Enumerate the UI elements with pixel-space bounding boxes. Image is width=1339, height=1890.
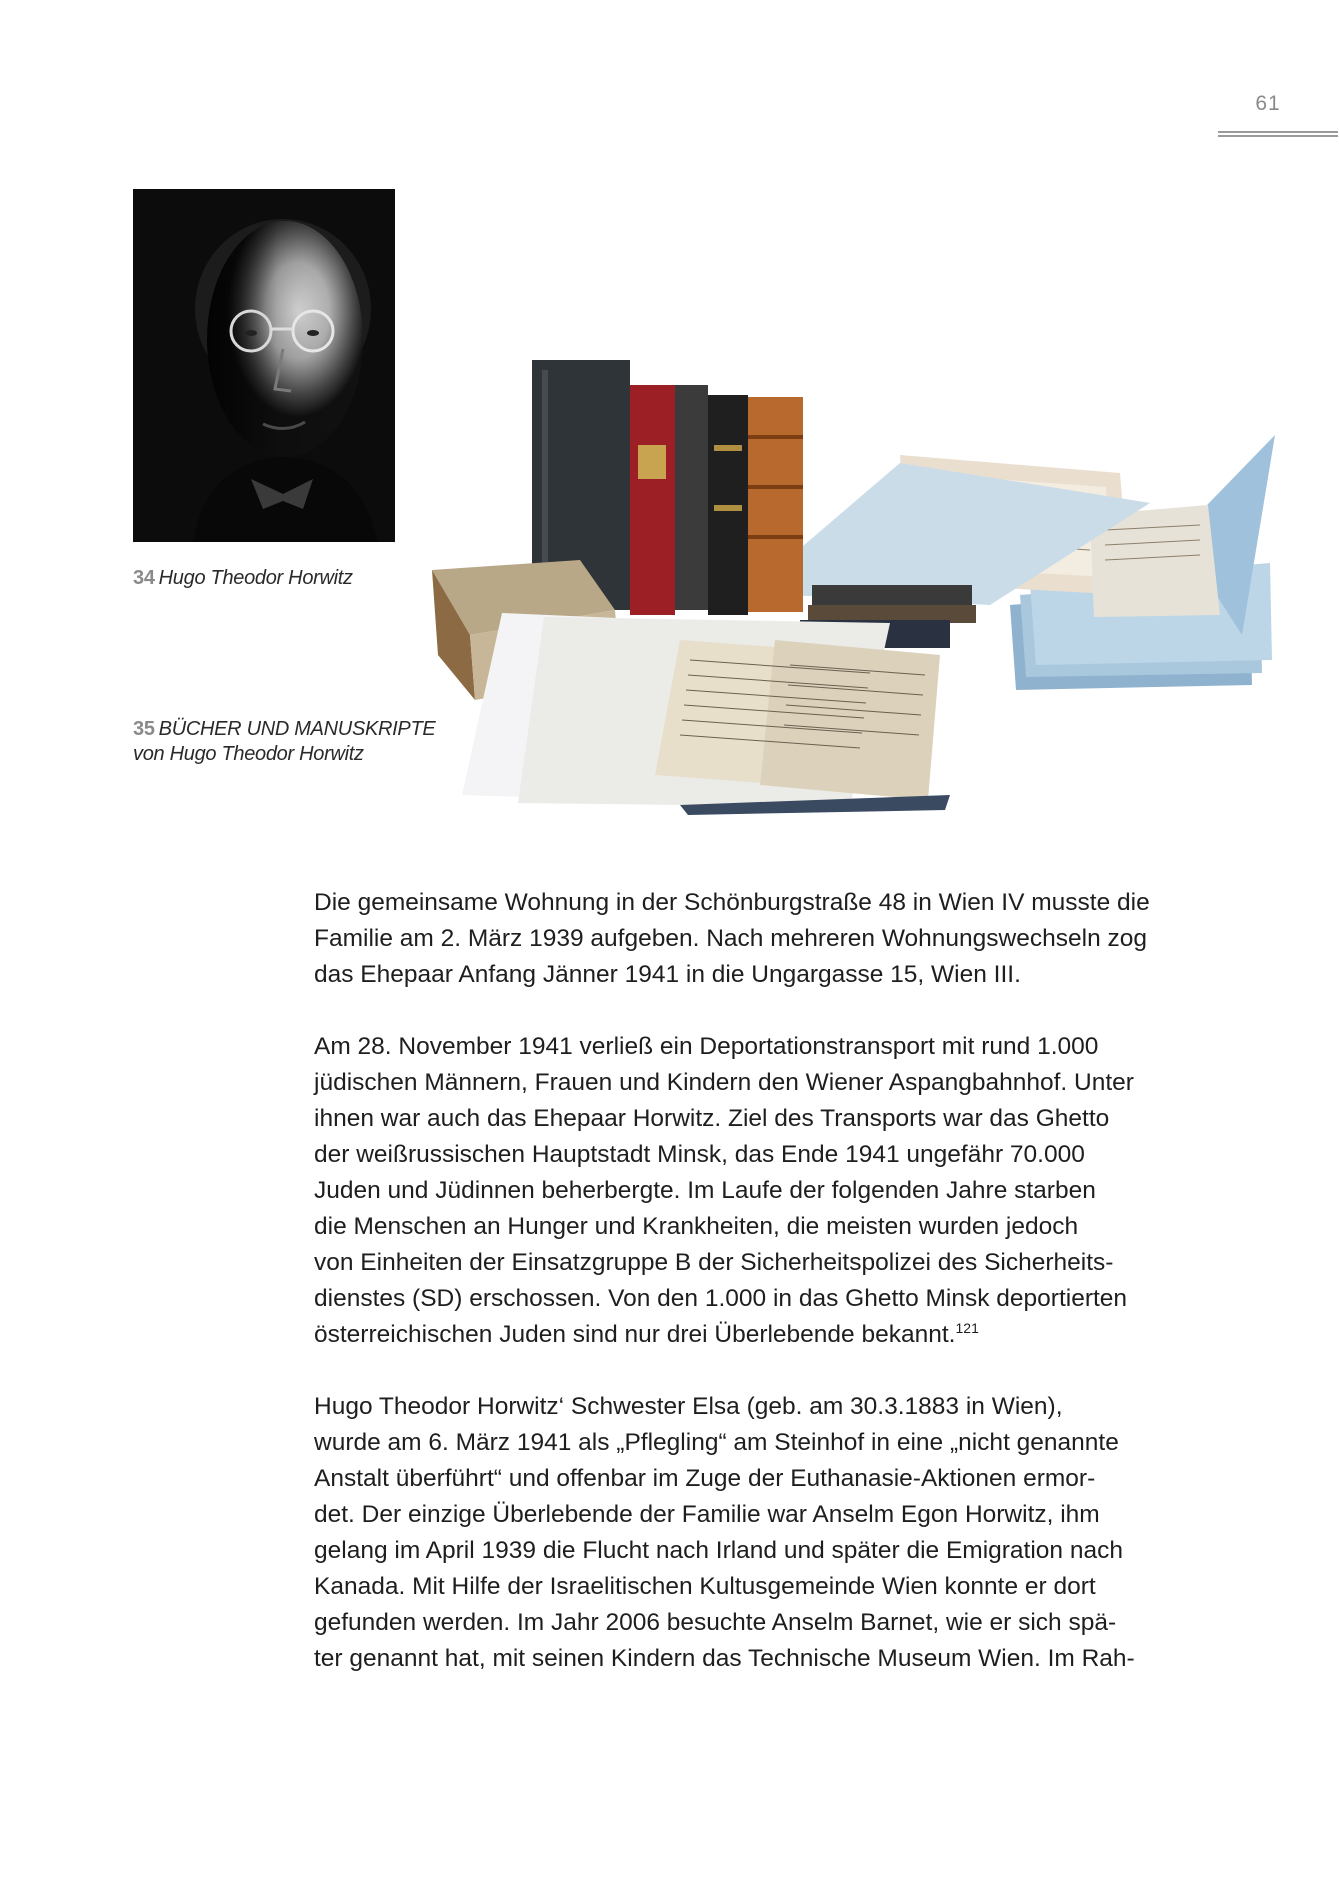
text-line: das Ehepaar Anfang Jänner 1941 in die Ungargasse 15, Wien III. bbox=[314, 961, 1021, 988]
text-line: Juden und Jüdinnen beherbergte. Im Laufe der folgenden Jahre starben bbox=[314, 1177, 1096, 1204]
paragraph-1 bbox=[314, 885, 1214, 993]
text-line: der weißrussischen Hauptstadt Minsk, das Ende 1941 ungefähr 70.000 bbox=[314, 1141, 1085, 1168]
footnote-reference[interactable]: 121 bbox=[955, 1319, 979, 1336]
header-rule-bottom bbox=[1218, 135, 1338, 137]
figure-34-caption bbox=[133, 566, 353, 591]
header-rule-top bbox=[1218, 131, 1338, 133]
figure-35-caption bbox=[133, 717, 435, 767]
portrait-photo bbox=[133, 189, 395, 542]
books-manuscripts-photo bbox=[430, 355, 1278, 815]
text-line: Am 28. November 1941 verließ ein Deportationstransport mit rund 1.000 bbox=[314, 1033, 1099, 1060]
page-number: 61 bbox=[1255, 92, 1281, 115]
text-line: von Einheiten der Einsatzgruppe B der Sicherheitspolizei des Sicherheits- bbox=[314, 1249, 1114, 1276]
text-line: Die gemeinsame Wohnung in der Schönburgstraße 48 in Wien IV musste die bbox=[314, 889, 1150, 916]
text-line: Familie am 2. März 1939 aufgeben. Nach mehreren Wohnungswechseln zog bbox=[314, 925, 1147, 952]
text-line: Kanada. Mit Hilfe der Israelitischen Kultusgemeinde Wien konnte er dort bbox=[314, 1573, 1096, 1600]
figure-35-number: 35 bbox=[133, 718, 155, 740]
text-line: Anstalt überführt“ und offenbar im Zuge der Euthanasie-Aktionen ermor- bbox=[314, 1465, 1096, 1492]
text-line: jüdischen Männern, Frauen und Kindern den Wiener Aspangbahnhof. Unter bbox=[314, 1069, 1134, 1096]
text-line-with-footnote bbox=[314, 1317, 1214, 1353]
text-line: Hugo Theodor Horwitz‘ Schwester Elsa (geb. am 30.3.1883 in Wien), bbox=[314, 1393, 1063, 1420]
figure-34-number: 34 bbox=[133, 567, 155, 589]
paragraph-3 bbox=[314, 1389, 1214, 1677]
text-line: dienstes (SD) erschossen. Von den 1.000 in das Ghetto Minsk deportierten bbox=[314, 1285, 1128, 1312]
figure-35-caption-title: BÜCHER UND MANUSKRIPTE bbox=[158, 718, 436, 740]
text-line: wurde am 6. März 1941 als „Pflegling“ am Steinhof in eine „nicht genannte bbox=[314, 1429, 1119, 1456]
body-text bbox=[314, 885, 1214, 1713]
text-line: die Menschen an Hunger und Krankheiten, die meisten wurden jedoch bbox=[314, 1213, 1079, 1240]
figure-34-caption-text: Hugo Theodor Horwitz bbox=[158, 567, 353, 589]
text-line: gefunden werden. Im Jahr 2006 besuchte Anselm Barnet, wie er sich spä- bbox=[314, 1609, 1117, 1636]
figure-35-caption-subtitle: von Hugo Theodor Horwitz bbox=[133, 743, 364, 765]
text-line: ter genannt hat, mit seinen Kindern das Technische Museum Wien. Im Rah- bbox=[314, 1645, 1135, 1672]
text-line: österreichischen Juden sind nur drei Überlebende bekannt. bbox=[314, 1321, 956, 1348]
text-line: ihnen war auch das Ehepaar Horwitz. Ziel des Transports war das Ghetto bbox=[314, 1105, 1110, 1132]
paragraph-2 bbox=[314, 1029, 1214, 1353]
text-line: gelang im April 1939 die Flucht nach Irland und später die Emigration nach bbox=[314, 1537, 1123, 1564]
text-line: det. Der einzige Überlebende der Familie war Anselm Egon Horwitz, ihm bbox=[314, 1501, 1100, 1528]
